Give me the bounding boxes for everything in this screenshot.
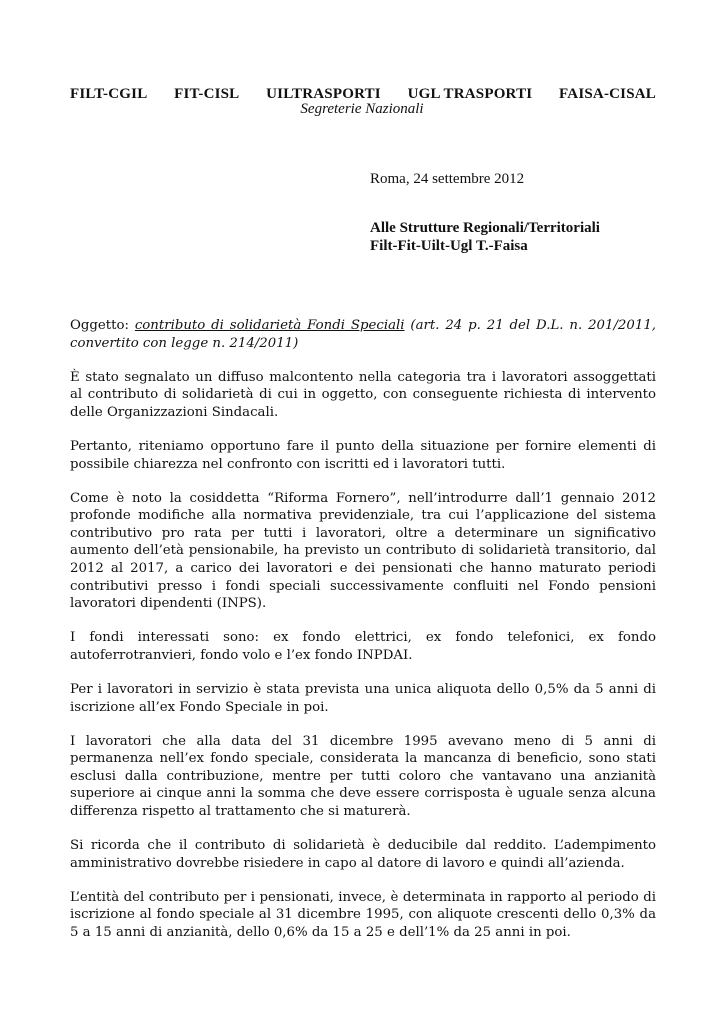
subject-line <box>70 317 656 352</box>
org-filt-cgil: FILT-CGIL <box>70 86 148 102</box>
paragraph-7: Si ricorda che il contributo di solidarietà è deducibile dal reddito. L’adempimento amministrativo dovrebbe risiedere in capo al datore di lavoro e quindi all’azienda. <box>70 838 656 871</box>
org-ugl-trasporti: UGL TRASPORTI <box>407 86 533 102</box>
paragraph-5: Per i lavoratori in servizio è stata prevista una unica aliquota dello 0,5% da 5 anni di iscrizione all’ex Fondo Speciale in poi. <box>70 682 656 715</box>
recipient-line-1: Alle Strutture Regionali/Territoriali <box>370 220 600 236</box>
paragraph-3: Come è noto la cosiddetta “Riforma Fornero”, nell’introdurre dall’1 gennaio 2012 profonde modifiche alla normativa previdenziale, tra cui l’applicazione del sistema contributivo pro rata per tutti i lavoratori, oltre a determinare un significativo aumento dell’età pensionabile, ha previsto un contributo di solidarietà transitorio, dal 2012 al 2017, a carico dei lavoratori e dei pensionati che hanno maturato periodi contributivi presso i fondi speciali successivamente confluiti nel Fondo pensioni lavoratori dipendenti (INPS). <box>70 490 656 612</box>
recipient-block <box>370 219 600 255</box>
org-uiltrasporti: UILTRASPORTI <box>266 86 381 102</box>
paragraph-6: I lavoratori che alla data del 31 dicembre 1995 avevano meno di 5 anni di permanenza nell’ex fondo speciale, considerata la mancanza di beneficio, sono stati esclusi dalla contribuzione, mentre per tutti coloro che vantavano una anzianità superiore ai cinque anni la somma che deve essere corrisposta è uguale senza alcuna differenza rispetto al trattamento che si maturerà. <box>70 733 656 820</box>
org-faisa-cisal: FAISA-CISAL <box>559 86 656 102</box>
paragraph-8: L’entità del contributo per i pensionati, invece, è determinata in rapporto al periodo di iscrizione al fondo speciale al 31 dicembre 1995, con aliquote crescenti dello 0,3% da 5 a 15 anni di anzianità, dello 0,6% da 15 a 25 e dell’1% da 25 anni in poi. <box>70 889 656 941</box>
subject-reference: (art. 24 p. 21 del D.L. n. 201/2011, convertito con legge n. 214/2011) <box>70 318 657 351</box>
subject-topic: contributo di solidarietà Fondi Speciali <box>134 318 405 333</box>
paragraph-4: I fondi interessati sono: ex fondo elettrici, ex fondo telefonici, ex fondo autoferrotranvieri, fondo volo e l’ex fondo INPDAI. <box>70 630 656 663</box>
org-fit-cisl: FIT-CISL <box>174 86 240 102</box>
paragraph-1: È stato segnalato un diffuso malcontento nella categoria tra i lavoratori assoggettati al contributo di solidarietà di cui in oggetto, con conseguente richiesta di intervento delle Organizzazioni Sindacali. <box>70 369 656 420</box>
letter-body <box>70 317 656 958</box>
recipient-line-2: Filt-Fit-Uilt-Ugl T.-Faisa <box>370 238 528 254</box>
subject-label: Oggetto: <box>70 318 129 333</box>
header-subtitle: Segreterie Nazionali <box>300 101 424 117</box>
paragraph-2: Pertanto, riteniamo opportuno fare il punto della situazione per fornire elementi di possibile chiarezza nel confronto con iscritti ed i lavoratori tutti. <box>70 438 656 472</box>
letter-date: Roma, 24 settembre 2012 <box>370 171 525 187</box>
